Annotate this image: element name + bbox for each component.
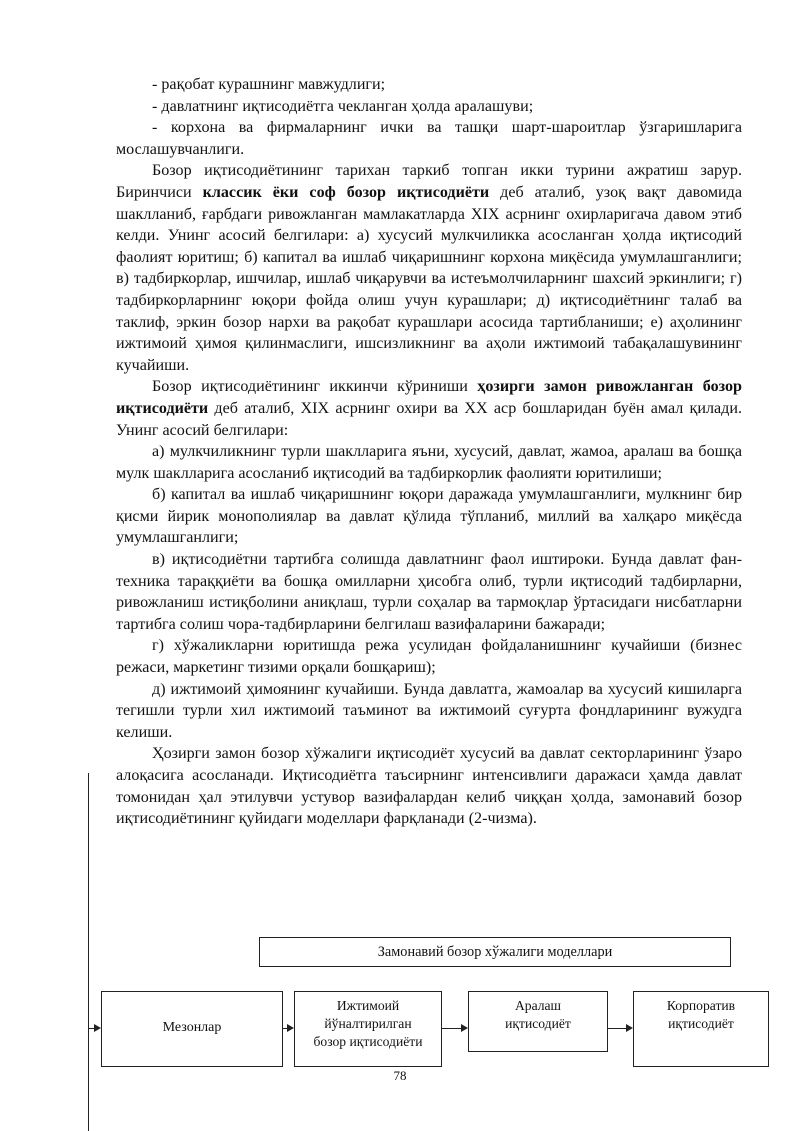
page-number: 78 bbox=[393, 1068, 407, 1083]
arrow-icon bbox=[287, 1024, 294, 1032]
connector-line bbox=[442, 1028, 462, 1029]
term-classic-market-economy: классик ёки соф бозор иқтисодиёти bbox=[202, 183, 490, 201]
paragraph-10: д) ижтимоий ҳимоянинг кучайиши. Бунда давлатга, жамоалар ва хусусий кишиларга тегишли турли хил ижтимоий таъминот ва ижтимоий суғурта фондларининг вужудга келиши. bbox=[116, 680, 742, 741]
diagram-title-box bbox=[259, 937, 731, 967]
arrow-icon bbox=[94, 1024, 101, 1032]
diagram-box-corporate-economy: Корпоратив иқтисодиёт bbox=[633, 991, 769, 1067]
diagram-title: Замонавий бозор хўжалиги моделлари bbox=[377, 944, 613, 960]
paragraph-1: - рақобат курашнинг мавжудлиги; bbox=[152, 76, 386, 93]
paragraph-4: Бозор иқтисодиётининг тарихан таркиб топган икки турини ажратиш зарур. Биринчиси классик ёки соф бозор иқтисодиёти деб аталиб, узоқ вақт давомида шаклланиб, ғарбдаги ривожланган мамлакатларда XIX асрнинг охирларигача давом этиб келди. Унинг асосий белгилари: а) хусусий мулкчиликка асосланган ҳолда иқтисодий фаолият юритиш; б) капитал ва ишлаб чиқаришнинг корхона миқёсида умумлашганлиги; в) тадбиркорлар, ишчилар, ишлаб чиқарувчи ва истеъмолчиларнинг шахсий эркинлиги; г) тадбиркорларнинг юқори фойда олиш учун курашлари; д) иқтисодиётнинг талаб ва таклиф, эркин бозор нархи ва рақобат курашлари асосида тартибланиши; е) аҳолининг ижтимоий ҳимоя қилинмаслиги, ишсизликнинг ва аҳоли ижтимоий табақалашувининг кучайиши. bbox=[116, 162, 742, 374]
body-text bbox=[116, 74, 742, 830]
diagram-box-criteria: Мезонлар bbox=[101, 991, 283, 1067]
connector-line bbox=[608, 1028, 627, 1029]
paragraph-8: в) иқтисодиётни тартибга солишда давлатнинг фаол иштироки. Бунда давлат фан-техника тараққиёти ва бошқа омилларни ҳисобга олиб, турли иқтисодий тадбирларни, ривожланиш истиқболини аниқлаш, турли соҳалар ва тармоқлар ўртасидаги нисбатларни тартибга солиш чора-тадбирларини белгилаш вазифаларини бажаради; bbox=[116, 551, 742, 633]
diagram-box-mixed-economy: Аралаш иқтисодиёт bbox=[468, 991, 608, 1052]
paragraph-7: б) капитал ва ишлаб чиқаришнинг юқори даражада умумлашганлиги, мулкнинг бир қисми йирик монополиялар ва давлат қўлида тўпланиб, миллий ва халқаро миқёсда умумлашганлиги; bbox=[116, 486, 742, 547]
diagram-box-social-market: Ижтимоий йўналтирилган бозор иқтисодиёти bbox=[294, 991, 442, 1067]
arrow-icon bbox=[626, 1024, 633, 1032]
paragraph-2: - давлатнинг иқтисодиётга чекланган ҳолда аралашуви; bbox=[152, 97, 534, 115]
paragraph-11: Ҳозирги замон бозор хўжалиги иқтисодиёт хусусий ва давлат секторларининг ўзаро алоқасига асосланади. Иқтисодиётга таъсирнинг интенсивлиги даражаси ҳамда давлат томонидан ҳал этилувчи устувор вазифалардан келиб чиққан ҳолда, замонавий бозор иқтисодиётининг қуйидаги моделлари фарқланади (2-чизма). bbox=[116, 745, 742, 828]
paragraph-5: Бозор иқтисодиётининг иккинчи кўриниши ҳозирги замон ривожланган бозор иқтисодиёти деб аталиб, XIX асрнинг охири ва XX аср бошларидан буён амал қилади. Унинг асосий белгилари: bbox=[116, 378, 742, 439]
margin-vertical-line bbox=[88, 773, 89, 1131]
paragraph-6: а) мулкчиликнинг турли шаклларига яъни, хусусий, давлат, жамоа, аралаш ва бошқа мулк шаклларига асосланиб иқтисодий ва тадбиркорлик фаолияти юритилиши; bbox=[116, 443, 742, 482]
term-modern-market-economy: ҳозирги замон ривожланган бозор иқтисодиёти bbox=[116, 378, 742, 417]
paragraph-3: - корхона ва фирмаларнинг ички ва ташқи шарт-шароитлар ўзгаришларига мослашувчанлиги. bbox=[116, 119, 742, 158]
arrow-icon bbox=[461, 1024, 468, 1032]
paragraph-9: г) хўжаликларни юритишда режа усулидан фойдаланишнинг кучайиши (бизнес режаси, маркетинг тизими орқали бошқариш); bbox=[116, 637, 742, 677]
